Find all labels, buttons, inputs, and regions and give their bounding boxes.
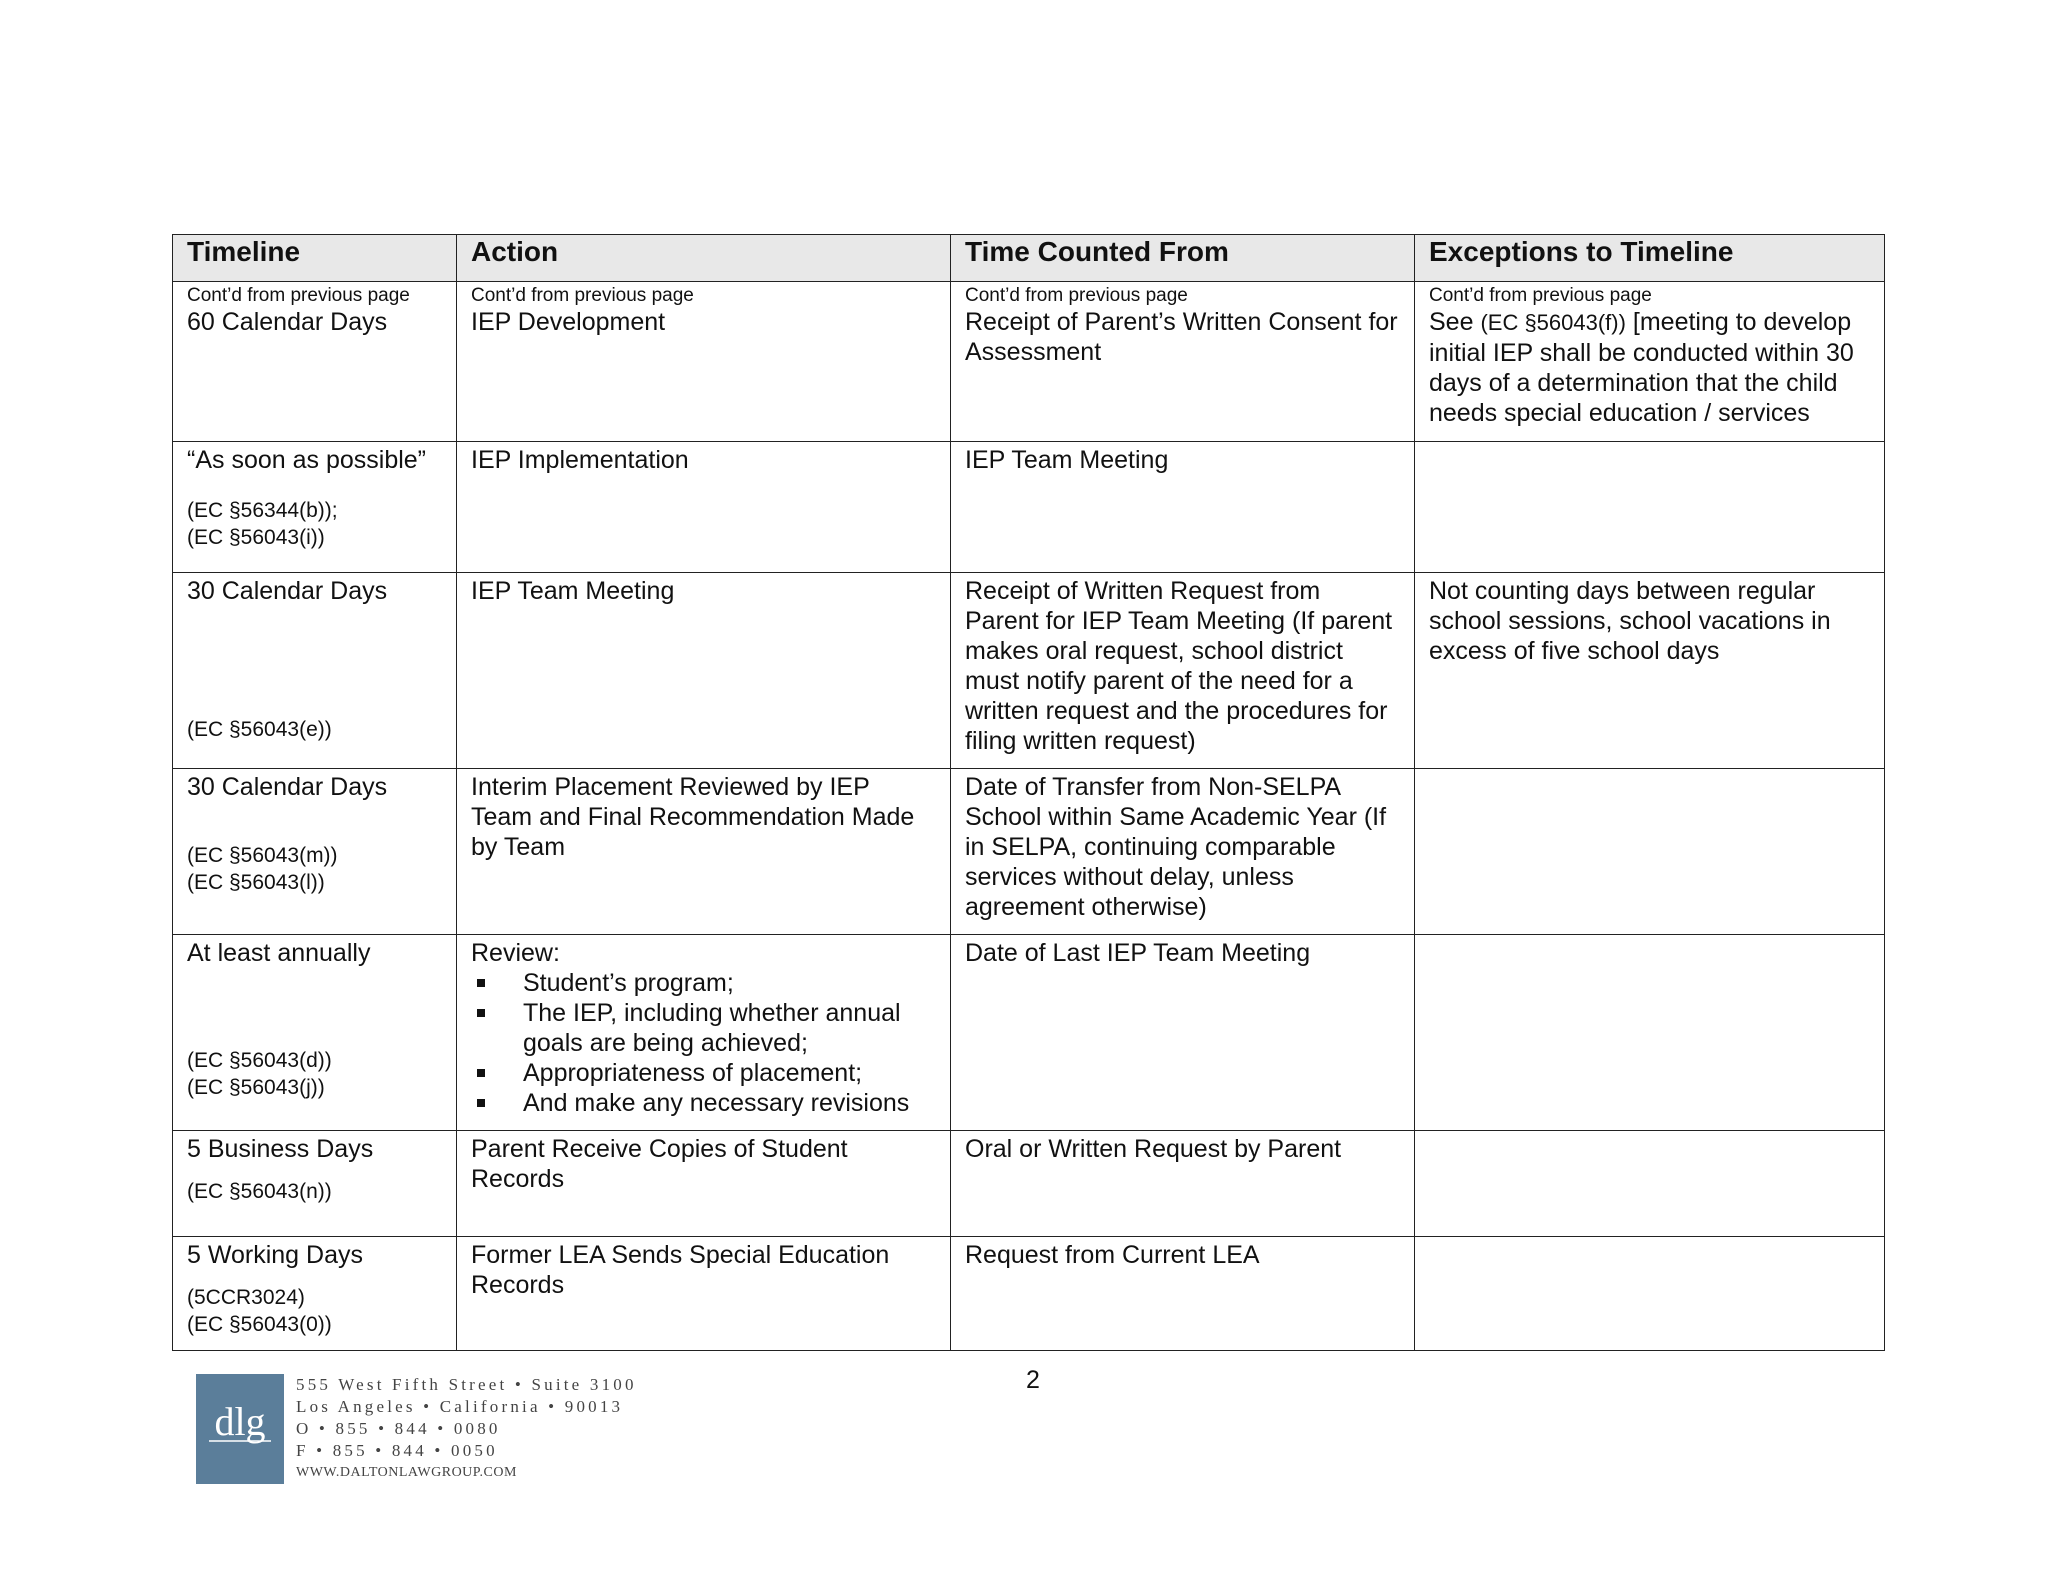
timeline-cell <box>173 282 457 442</box>
action-value: Parent Receive Copies of Student Records <box>471 1135 848 1193</box>
action-value: IEP Implementation <box>471 446 689 474</box>
table-row <box>173 1237 1885 1351</box>
contd-note: Cont’d from previous page <box>187 285 410 306</box>
list-item: The IEP, including whether annual goals are being achieved; <box>471 998 936 1058</box>
exception-cell <box>1415 573 1885 769</box>
dlg-logo-mark <box>205 1399 275 1459</box>
action-cell <box>457 1237 951 1351</box>
review-list <box>471 968 936 1118</box>
logo-text: dlg <box>214 1399 266 1444</box>
counted-from-value: Oral or Written Request by Parent <box>965 1135 1342 1163</box>
contd-note: Cont’d from previous page <box>471 285 694 306</box>
table-row <box>173 769 1885 935</box>
counted-from-value: Receipt of Parent’s Written Consent for Assessment <box>965 308 1398 366</box>
counted-from-cell <box>951 573 1415 769</box>
table-row <box>173 935 1885 1131</box>
citation: (5CCR3024) <box>187 1286 305 1309</box>
citation: (EC §56344(b)); <box>187 499 338 522</box>
header-timeline: Timeline <box>173 235 457 282</box>
exception-cell <box>1415 442 1885 573</box>
list-item: Student’s program; <box>471 968 936 998</box>
citation: (EC §56043(i)) <box>187 526 325 549</box>
exception-value: Not counting days between regular school sessions, school vacations in excess of five school days <box>1429 577 1831 665</box>
action-value: Former LEA Sends Special Education Records <box>471 1241 890 1299</box>
timeline-cell <box>173 935 457 1131</box>
timeline-value: At least annually <box>187 939 371 967</box>
counted-from-cell <box>951 282 1415 442</box>
table-row <box>173 1131 1885 1237</box>
action-cell <box>457 282 951 442</box>
phone-line: O • 855 • 844 • 0080 <box>296 1419 501 1438</box>
list-item: And make any necessary revisions <box>471 1088 936 1118</box>
exception-cell <box>1415 1237 1885 1351</box>
citation: (EC §56043(e)) <box>187 718 332 741</box>
timeline-cell <box>173 1131 457 1237</box>
action-cell <box>457 573 951 769</box>
counted-from-value: Date of Transfer from Non-SELPA School within Same Academic Year (If in SELPA, continuing comparable services without delay, unless agreement otherwise) <box>965 773 1387 921</box>
counted-from-cell <box>951 935 1415 1131</box>
counted-from-cell <box>951 1237 1415 1351</box>
timeline-value: 5 Working Days <box>187 1241 363 1269</box>
table-header-row <box>173 235 1885 282</box>
citation: (EC §56043(0)) <box>187 1313 332 1336</box>
timeline-value: “As soon as possible” <box>187 446 427 474</box>
counted-from-value: Date of Last IEP Team Meeting <box>965 939 1311 967</box>
action-cell <box>457 442 951 573</box>
exception-cell <box>1415 935 1885 1131</box>
list-item: Appropriateness of placement; <box>471 1058 936 1088</box>
timeline-cell <box>173 1237 457 1351</box>
counted-from-value: IEP Team Meeting <box>965 446 1169 474</box>
citation: (EC §56043(m)) <box>187 844 338 867</box>
action-cell <box>457 769 951 935</box>
contd-note: Cont’d from previous page <box>1429 285 1652 306</box>
timeline-cell <box>173 573 457 769</box>
page-number: 2 <box>1026 1366 1040 1394</box>
exception-text: [meeting to develop initial IEP shall be conducted within 30 days of a determination that the child needs special education / services <box>1429 308 1854 427</box>
exception-cell <box>1415 282 1885 442</box>
timeline-value: 30 Calendar Days <box>187 577 388 605</box>
timeline-value: 30 Calendar Days <box>187 773 388 801</box>
exception-prefix: See <box>1429 308 1474 336</box>
citation: (EC §56043(j)) <box>187 1076 325 1099</box>
firm-address-block <box>296 1374 637 1484</box>
website-link[interactable]: WWW.DALTONLAWGROUP.COM <box>296 1465 517 1480</box>
counted-from-value: Receipt of Written Request from Parent for IEP Team Meeting (If parent makes oral request, school district must notify parent of the need for a written request and the procedures for filing written request) <box>965 577 1393 755</box>
counted-from-value: Request from Current LEA <box>965 1241 1260 1269</box>
timeline-value: 5 Business Days <box>187 1135 374 1163</box>
counted-from-cell <box>951 442 1415 573</box>
timeline-cell <box>173 442 457 573</box>
address-line: 555 West Fifth Street • Suite 3100 <box>296 1375 637 1394</box>
table-row <box>173 282 1885 442</box>
action-value: IEP Team Meeting <box>471 577 675 605</box>
action-cell <box>457 935 951 1131</box>
exception-citation: (EC §56043(f)) <box>1480 310 1626 335</box>
citation: (EC §56043(l)) <box>187 871 325 894</box>
timeline-table <box>172 234 1885 1351</box>
action-cell <box>457 1131 951 1237</box>
exception-cell <box>1415 769 1885 935</box>
action-value: IEP Development <box>471 308 666 336</box>
action-value: Review: <box>471 939 560 967</box>
citation: (EC §56043(n)) <box>187 1180 332 1203</box>
header-action: Action <box>457 235 951 282</box>
header-time-counted-from: Time Counted From <box>951 235 1415 282</box>
table-row <box>173 573 1885 769</box>
fax-line: F • 855 • 844 • 0050 <box>296 1441 498 1460</box>
action-value: Interim Placement Reviewed by IEP Team and Final Recommendation Made by Team <box>471 773 915 861</box>
citation: (EC §56043(d)) <box>187 1049 332 1072</box>
counted-from-cell <box>951 769 1415 935</box>
firm-logo <box>196 1374 284 1484</box>
counted-from-cell <box>951 1131 1415 1237</box>
timeline-cell <box>173 769 457 935</box>
exception-cell <box>1415 1131 1885 1237</box>
header-exceptions: Exceptions to Timeline <box>1415 235 1885 282</box>
contd-note: Cont’d from previous page <box>965 285 1188 306</box>
address-line: Los Angeles • California • 90013 <box>296 1397 624 1416</box>
table-row <box>173 442 1885 573</box>
timeline-value: 60 Calendar Days <box>187 308 388 336</box>
